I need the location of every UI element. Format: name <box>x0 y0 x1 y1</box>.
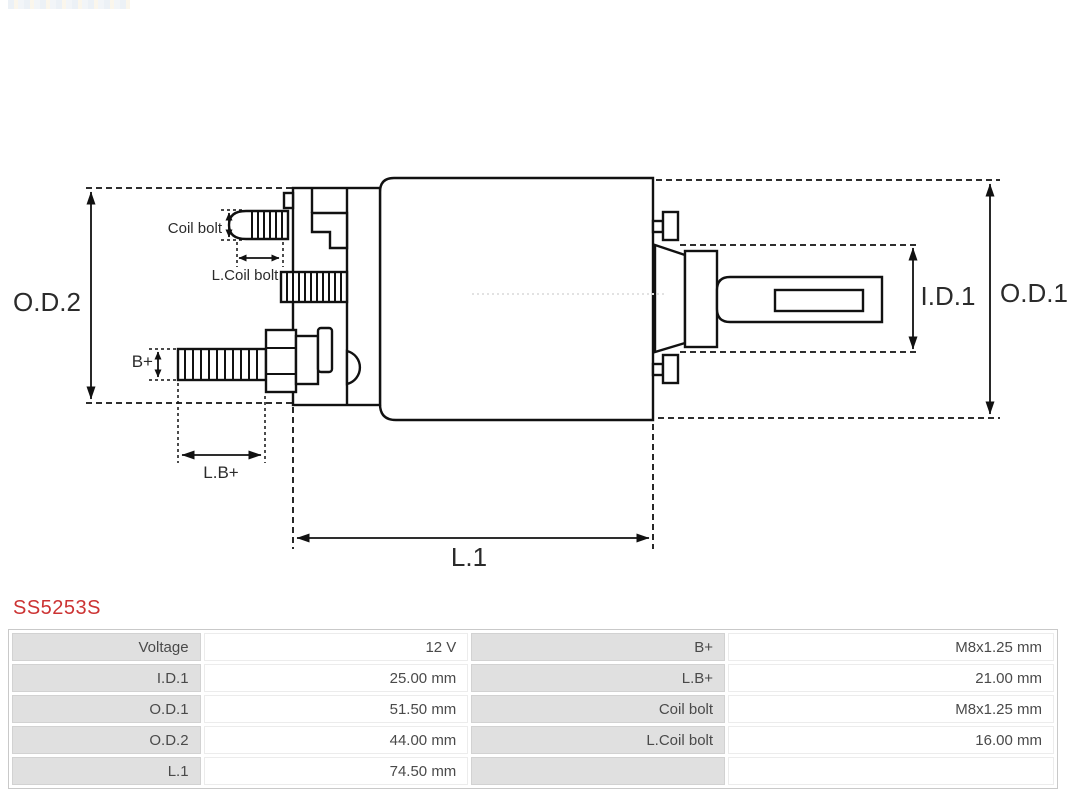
spec-label-cell <box>471 757 725 785</box>
spec-label-cell: L.B+ <box>471 664 725 692</box>
spec-label-cell: L.Coil bolt <box>471 726 725 754</box>
dim-label-b-plus: B+ <box>131 352 153 371</box>
coil-thread-block <box>281 272 347 302</box>
spec-label-cell: B+ <box>471 633 725 661</box>
spec-value-cell: 74.50 mm <box>204 757 469 785</box>
dim-label-l-b-plus: L.B+ <box>203 463 239 482</box>
dotted-witness-lines <box>149 210 283 463</box>
spec-value-cell: M8x1.25 mm <box>728 633 1054 661</box>
spec-value-cell: 12 V <box>204 633 469 661</box>
spec-label-cell: Voltage <box>12 633 201 661</box>
spec-value-cell: 51.50 mm <box>204 695 469 723</box>
spec-label-cell: L.1 <box>12 757 201 785</box>
dim-label-od1: O.D.1 <box>1000 278 1068 308</box>
spec-value-cell: 21.00 mm <box>728 664 1054 692</box>
table-row <box>12 757 1054 785</box>
terminal-bolt-top <box>663 212 678 240</box>
specifications-table <box>8 629 1058 789</box>
plunger-collar <box>685 251 717 347</box>
terminal-bolt-bottom <box>663 355 678 383</box>
table-row <box>12 633 1054 661</box>
spec-value-cell: 25.00 mm <box>204 664 469 692</box>
table-row <box>12 726 1054 754</box>
table-row <box>12 695 1054 723</box>
spec-label-cell: O.D.1 <box>12 695 201 723</box>
spec-value-cell: 44.00 mm <box>204 726 469 754</box>
b-plus-stud <box>178 349 266 380</box>
b-plus-nut <box>266 330 296 392</box>
spec-value-cell: M8x1.25 mm <box>728 695 1054 723</box>
table-row <box>12 664 1054 692</box>
b-plus-washer <box>318 328 332 372</box>
dim-label-l1: L.1 <box>450 542 488 572</box>
dim-label-od2: O.D.2 <box>13 287 81 317</box>
dim-label-id1: I.D.1 <box>920 281 976 311</box>
spec-label-cell: I.D.1 <box>12 664 201 692</box>
spec-value-cell: 16.00 mm <box>728 726 1054 754</box>
dim-label-l-coil-bolt: L.Coil bolt <box>211 267 279 284</box>
part-number: SS5253S <box>13 597 102 619</box>
spec-label-cell: Coil bolt <box>471 695 725 723</box>
dim-label-coil-bolt: Coil bolt <box>167 220 222 237</box>
spec-label-cell: O.D.2 <box>12 726 201 754</box>
plunger-slot <box>775 290 863 311</box>
plunger-cone <box>655 245 685 352</box>
solenoid-body-outline <box>178 178 882 420</box>
spec-value-cell <box>728 757 1054 785</box>
